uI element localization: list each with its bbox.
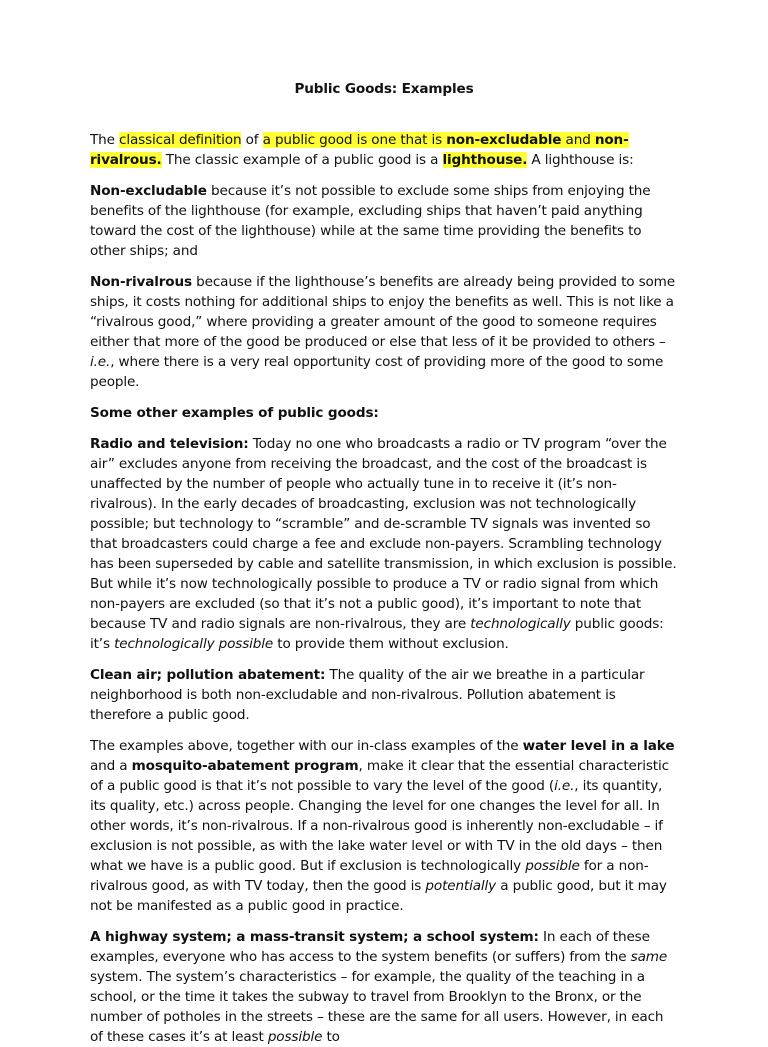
term-non-excludable: non-excludable xyxy=(446,132,562,148)
paragraph-text: for a non-rivalrous good, as with TV today, then the good is xyxy=(90,858,649,894)
intro-text: The classic example of a public good is a xyxy=(161,152,443,168)
emphasis-ie: i.e. xyxy=(90,354,111,370)
emphasis-text: possible xyxy=(267,1029,323,1045)
bold-term: water level in a lake xyxy=(522,738,675,754)
intro-text: The xyxy=(90,132,120,148)
highway-paragraph xyxy=(90,927,678,1047)
definition-text: a public good is one that is xyxy=(262,132,447,148)
other-examples-heading: Some other examples of public goods: xyxy=(90,405,379,421)
paragraph-term: Radio and television: xyxy=(90,436,249,452)
intro-text: A lighthouse is: xyxy=(527,152,634,168)
highlight-classical-definition: classical definition xyxy=(119,132,242,148)
examples-above-paragraph xyxy=(90,736,678,916)
paragraph-text: The examples above, together with our in-class examples of the xyxy=(90,738,523,754)
emphasis-text: technologically possible xyxy=(114,636,274,652)
paragraph-text: to provide them without exclusion. xyxy=(273,636,509,652)
emphasis-text: same xyxy=(630,949,668,965)
intro-text: of xyxy=(241,132,263,148)
clean-air-paragraph xyxy=(90,665,678,725)
paragraph-text: to xyxy=(322,1029,340,1045)
definition-and: and xyxy=(561,132,595,148)
paragraph-text: a public good, but it may not be manifested as a public good in practice. xyxy=(90,878,667,914)
emphasis-ie: i.e. xyxy=(554,778,575,794)
emphasis-text: possible xyxy=(525,858,580,874)
paragraph-text: The quality of the air we breathe in a particular neighborhood is both non-excludable and non-rivalrous. Pollution abatement is therefore a public good. xyxy=(90,667,645,723)
paragraph-text: , make it clear that the essential characteristic of a public good is that it’s not possible to vary the level of the good ( xyxy=(90,758,669,794)
paragraph-text: In each of these examples, everyone who has access to the system benefits (or suffers) from the xyxy=(90,929,650,965)
paragraph-text: , its quantity, its quality, etc.) across people. Changing the level for one changes the level for all. In other words, it’s non-rivalrous. If a non-rivalrous good is inherently non-excludable – if exclusion is not possible, as with the lake water level or with TV in the old days – then what we have is a public good. But if exclusion is technologically xyxy=(90,778,663,874)
non-rivalrous-paragraph xyxy=(90,272,678,392)
non-excludable-paragraph xyxy=(90,181,678,261)
paragraph-text: because if the lighthouse’s benefits are already being provided to some ships, it costs nothing for additional ships to enjoy the benefits as well. This is not like a “rivalrous good,” where providing a greater amount of the good to someone requires either that more of the good be produced or else that less of it be provided to others – xyxy=(90,274,675,350)
emphasis-text: technologically xyxy=(470,616,571,632)
paragraph-text: because it’s not possible to exclude some ships from enjoying the benefits of the lighthouse (for example, excluding ships that haven’t paid anything toward the cost of the lighthouse) while at the same time providing the benefits to other ships; and xyxy=(90,183,651,259)
paragraph-term: Clean air; pollution abatement: xyxy=(90,667,326,683)
paragraph-text: and a xyxy=(90,758,132,774)
paragraph-text: system. The system’s characteristics – for example, the quality of the teaching in a school, or the time it takes the subway to travel from Brooklyn to the Bronx, or the number of potholes in the streets – these are the same for all users. However, in each of these cases it’s at least xyxy=(90,969,664,1045)
highlight-lighthouse: lighthouse. xyxy=(442,152,528,168)
paragraph-term: Non-excludable xyxy=(90,183,207,199)
paragraph-text: , where there is a very real opportunity cost of providing more of the good to some people. xyxy=(90,354,664,390)
paragraph-text: Today no one who broadcasts a radio or TV program “over the air” excludes anyone from receiving the broadcast, and the cost of the broadcast is unaffected by the number of people who actually tune in to receive it (it’s non-rivalrous). In the early decades of broadcasting, exclusion was not technologically possible; but technology to “scramble” and de-scramble TV signals was invented so that broadcasters could charge a fee and exclude non-payers. Scrambling technology has been superseded by cable and satellite transmission, in which exclusion is possible. But while it’s now technologically possible to produce a TV or radio signal from which non-payers are excluded (so that it’s not a public good), it’s important to note that because TV and radio signals are non-rivalrous, they are xyxy=(90,436,677,632)
paragraph-term: Non-rivalrous xyxy=(90,274,192,290)
emphasis-text: potentially xyxy=(425,878,497,894)
document-title: Public Goods: Examples xyxy=(294,81,474,97)
paragraph-term: A highway system; a mass-transit system; a school system: xyxy=(90,929,539,945)
section-heading xyxy=(90,403,678,423)
intro-paragraph xyxy=(90,130,678,170)
paragraph-text: public goods: it’s xyxy=(90,616,664,652)
radio-tv-paragraph xyxy=(90,434,678,654)
term-non-rivalrous: non-rivalrous. xyxy=(90,132,629,168)
bold-term: mosquito-abatement program xyxy=(131,758,359,774)
